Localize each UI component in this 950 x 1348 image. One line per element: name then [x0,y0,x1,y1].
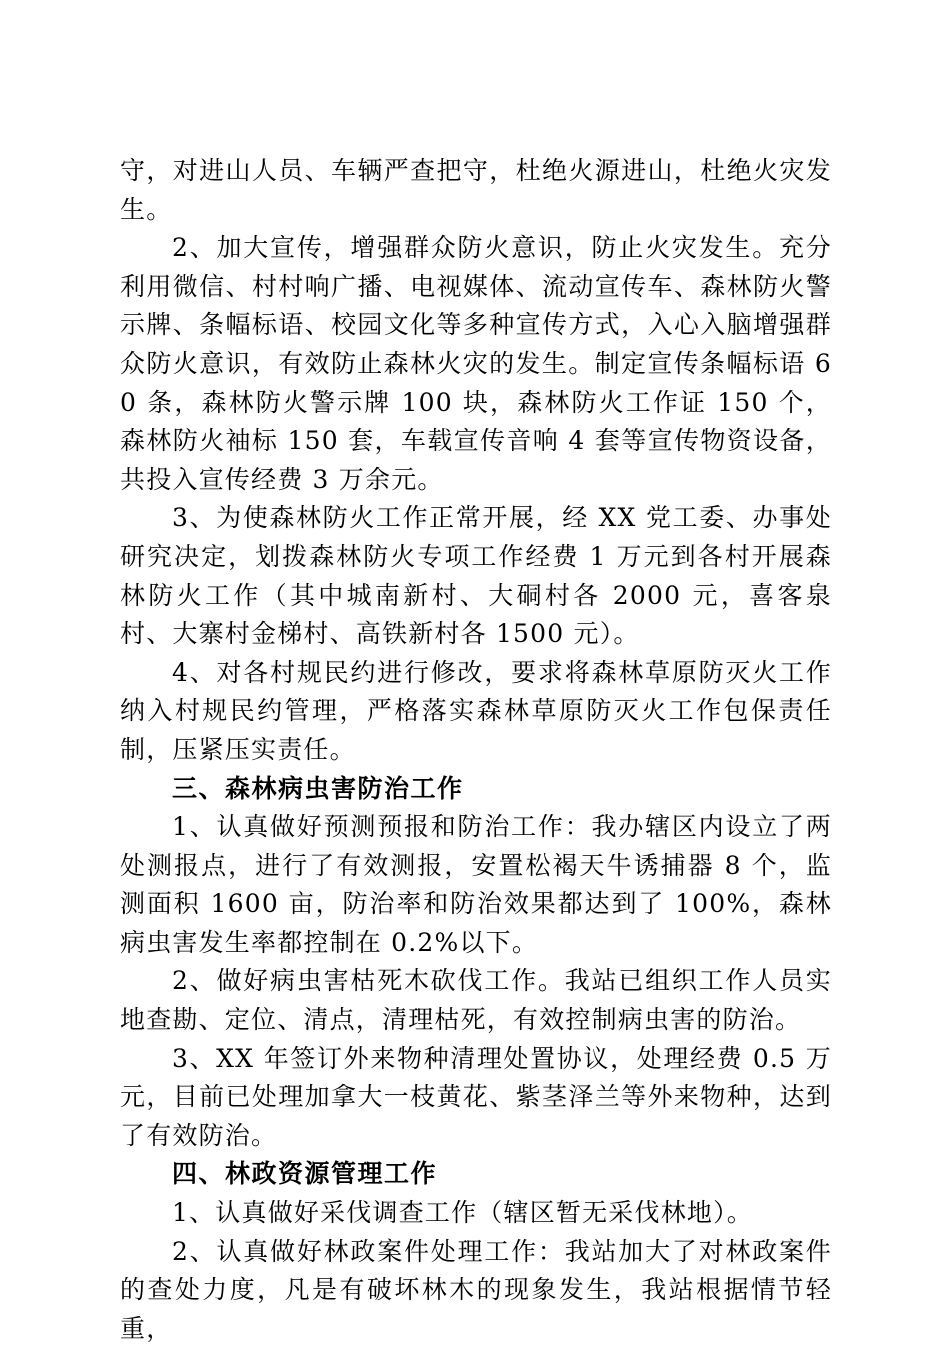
paragraph-publicity: 2、加大宣传，增强群众防火意识，防止火灾发生。充分利用微信、村村响广播、电视媒体、流动宣传车、森林防火警示牌、条幅标语、校园文化等多种宣传方式，入心入脑增强群众防火意识，有效防止森林火灾的发生。制定宣传条幅标语 60 条，森林防火警示牌 100 块，森林防火工作证 150 个，森林防火袖标 150 套，车载宣传音响 4 套等宣传物资设备，共投入宣传经费 3 万余元。 [120,233,832,494]
paragraph-funding: 3、为使森林防火工作正常开展，经 XX 党工委、办事处研究决定，划拨森林防火专项工作经费 1 万元到各村开展森林防火工作（其中城南新村、大硐村各 2000 元，喜客泉村、大寨村金梯村、高铁新村各 1500 元）。 [120,503,832,649]
paragraph-case-handling: 2、认真做好林政案件处理工作：我站加大了对林政案件的查处力度，凡是有破坏林木的现象发生，我站根据情节轻重， [120,1236,832,1343]
continuation-paragraph: 守，对进山人员、车辆严查把守，杜绝火源进山，杜绝火灾发生。 [120,156,832,224]
paragraph-monitoring: 1、认真做好预测预报和防治工作：我办辖区内设立了两处测报点，进行了有效测报，安置松褐天牛诱捕器 8 个，监测面积 1600 亩，防治率和防治效果都达到了 100%，森林病虫害发生率都控制在 0.2%以下。 [120,812,832,957]
section-heading-forest-administration: 四、林政资源管理工作 [172,1159,438,1189]
document-page [120,152,832,1348]
paragraph-logging-survey: 1、认真做好采伐调查工作（辖区暂无采伐林地）。 [172,1198,754,1228]
paragraph-invasive-species: 3、XX 年签订外来物种清理处置协议，处理经费 0.5 万元，目前已处理加拿大一枝黄花、紫茎泽兰等外来物种，达到了有效防治。 [120,1043,832,1150]
paragraph-village-rules: 4、对各村规民约进行修改，要求将森林草原防灭火工作纳入村规民约管理，严格落实森林草原防灭火工作包保责任制，压紧压实责任。 [120,657,832,764]
section-heading-pest-control: 三、森林病虫害防治工作 [172,773,464,803]
paragraph-deadwood-felling: 2、做好病虫害枯死木砍伐工作。我站已组织工作人员实地查勘、定位、清点，清理枯死，有效控制病虫害的防治。 [120,966,832,1035]
